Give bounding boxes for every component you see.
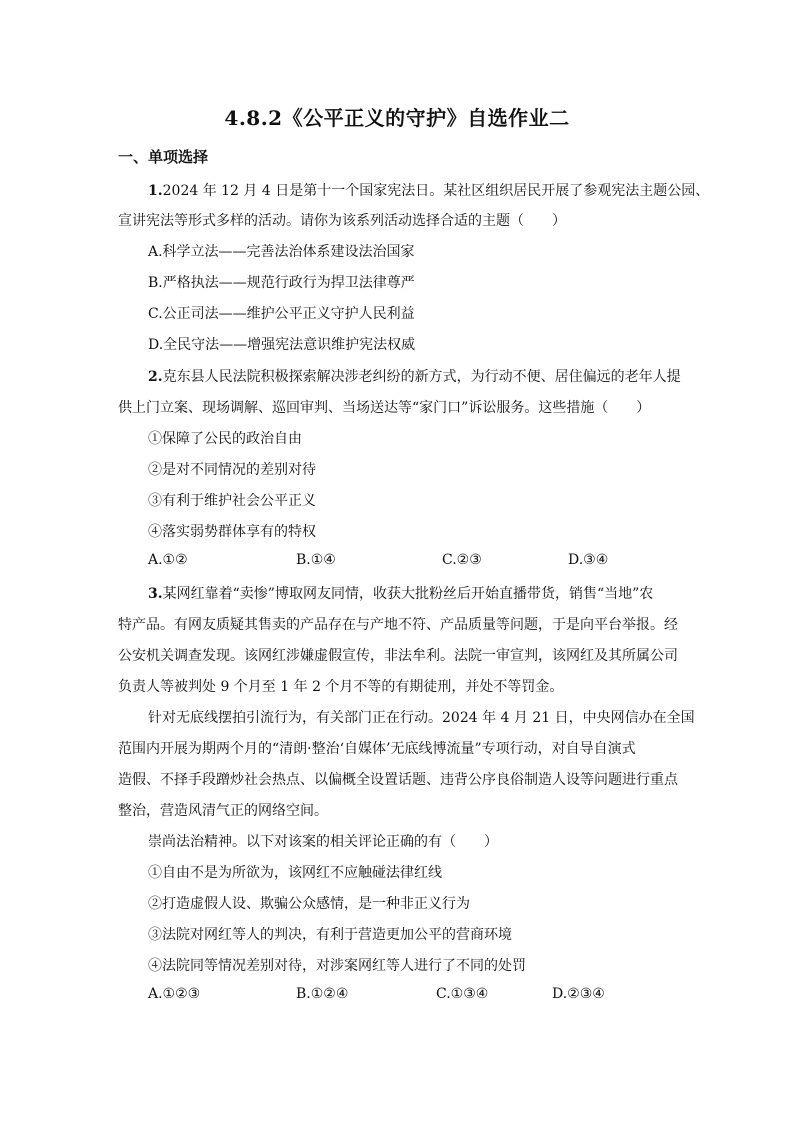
q2-line1: 2.克东县人民法院积极探索解决涉老纠纷的新方式，为行动不便、居住偏远的老年人提	[148, 369, 681, 385]
q3-p1-line4: 负责人等被判处 9 个月至 1 年 2 个月不等的有期徒刑，并处不等罚金。	[118, 679, 564, 695]
q2-choice-a: A.①②	[148, 552, 188, 568]
q3-p2-line2: 范围内开展为期两个月的“清朗·整治‘自媒体’无底线博流量”专项行动，对自导自演式	[118, 741, 636, 757]
q3-item-2: ②打造虚假人设、欺骗公众感情，是一种非正义行为	[148, 896, 470, 912]
q3-p2-line3: 造假、不择手段蹭炒社会热点、以偏概全设置话题、违背公序良俗制造人设等问题进行重点	[118, 772, 678, 788]
q3-item-4: ④法院同等情况差别对待，对涉案网红等人进行了不同的处罚	[148, 958, 526, 974]
q2-choice-d: D.③④	[568, 552, 609, 568]
q3-p2-line1: 针对无底线摆拍引流行为，有关部门正在行动。2024 年 4 月 21 日，中央网信办在全国	[148, 710, 695, 726]
q1-number: 1.	[148, 183, 163, 199]
q3-choice-a: A.①②③	[148, 986, 201, 1002]
q1-line1: 1.2024 年 12 月 4 日是第十一个国家宪法日。某社区组织居民开展了参观宪法主题公园、	[148, 183, 710, 199]
q1-option-c: C.公正司法——维护公平正义守护人民利益	[148, 306, 415, 322]
q3-item-1: ①自由不是为所欲为，该网红不应触碰法律红线	[148, 865, 442, 881]
q3-p1-line1: 3.某网红靠着“卖惨”博取网友同情，收获大批粉丝后开始直播带货，销售“当地”农	[148, 586, 654, 602]
q1-option-d: D.全民守法——增强宪法意识维护宪法权威	[148, 337, 416, 353]
q2-choice-b: B.①④	[296, 552, 336, 568]
q2-number: 2.	[148, 369, 163, 385]
q3-choice-d: D.②③④	[552, 986, 605, 1002]
q2-item-2: ②是对不同情况的差别对待	[148, 462, 316, 478]
q2-item-3: ③有利于维护社会公平正义	[148, 493, 316, 509]
q2-item-1: ①保障了公民的政治自由	[148, 431, 302, 447]
q2-line2: 供上门立案、现场调解、巡回审判、当场送达等“家门口”诉讼服务。这些措施（ ）	[118, 400, 651, 416]
q3-choice-c: C.①③④	[436, 986, 489, 1002]
document-title: 4.8.2《公平正义的守护》自选作业二	[224, 106, 570, 130]
section-heading: 一、单项选择	[118, 148, 209, 166]
q3-p1-line2: 特产品。有网友质疑其售卖的产品存在与产地不符、产品质量等问题，于是向平台举报。经	[118, 617, 678, 633]
q2-choice-c: C.②③	[442, 552, 482, 568]
q3-choice-b: B.①②④	[296, 986, 349, 1002]
q1-line2: 宣讲宪法等形式多样的活动。请你为该系列活动选择合适的主题（ ）	[118, 213, 566, 229]
q2-item-4: ④落实弱势群体享有的特权	[148, 524, 316, 540]
q3-stem: 崇尚法治精神。以下对该案的相关评论正确的有（ ）	[148, 834, 498, 850]
q1-option-b: B.严格执法——规范行政行为捍卫法律尊严	[148, 275, 415, 291]
q3-item-3: ③法院对网红等人的判决，有利于营造更加公平的营商环境	[148, 927, 512, 943]
q3-p2-line4: 整治，营造风清气正的网络空间。	[118, 803, 328, 819]
q3-p1-line3: 公安机关调查发现。该网红涉嫌虚假宣传，非法牟利。法院一审宣判，该网红及其所属公司	[118, 648, 678, 664]
q3-number: 3.	[148, 586, 163, 602]
q1-option-a: A.科学立法——完善法治体系建设法治国家	[148, 244, 415, 260]
